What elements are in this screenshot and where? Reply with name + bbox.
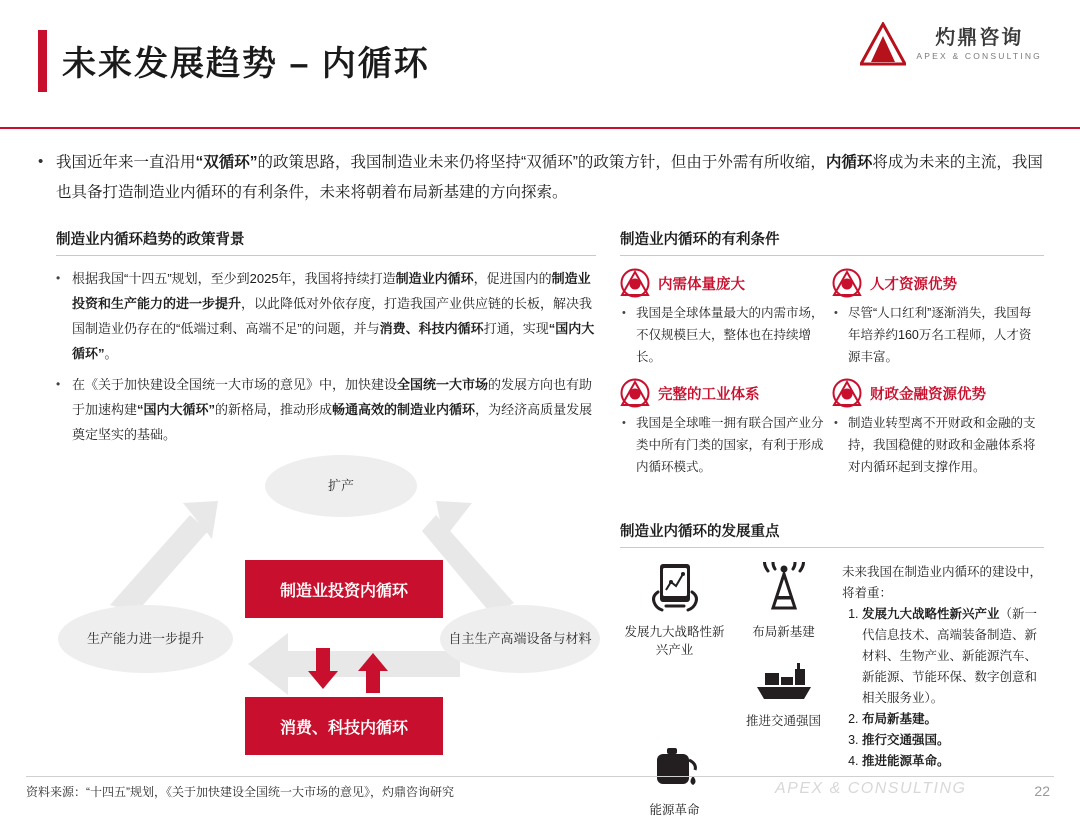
list-item: 1. 发展九大战略性新兴产业（新一代信息技术、高端装备制造、新材料、生物产业、新能源汽车、新能源、节能环保、数字创意和相关服务业）。 xyxy=(862,604,1044,709)
advantage-card xyxy=(620,268,832,368)
focus-icon-item xyxy=(620,562,729,659)
focus-icon-item xyxy=(729,657,838,730)
bullet-marker: • xyxy=(56,377,61,391)
advantage-header xyxy=(620,378,824,408)
focus-icon-caption: 推进交通强国 xyxy=(745,714,821,728)
advantage-body xyxy=(834,302,1036,368)
cargo-ship-icon xyxy=(753,657,815,703)
brand-name-en: APEX & CONSULTING xyxy=(916,50,1042,61)
advantage-header xyxy=(832,268,1036,298)
advantage-text: 我国是全球体量最大的内需市场，不仅规模巨大，整体也在持续增长。 xyxy=(636,306,824,364)
lead-paragraph xyxy=(38,148,1044,208)
brand-logo xyxy=(860,22,1042,66)
list-item: 4. 推进能源革命。 xyxy=(862,751,1044,772)
bullet-marker: • xyxy=(834,417,838,429)
advantage-body xyxy=(622,302,824,368)
advantages-section xyxy=(620,228,1044,488)
footer-divider xyxy=(26,776,1054,777)
advantage-text: 制造业转型离不开财政和金融的支持，我国稳健的财政和金融体系将对内循环起到支撑作用。 xyxy=(848,416,1036,474)
lead-bullet-marker: • xyxy=(38,153,44,170)
focus-icon-caption: 布局新基建 xyxy=(752,625,815,639)
bullet-marker: • xyxy=(56,271,61,285)
brand-text xyxy=(916,27,1042,61)
policy-background-heading: 制造业内循环趋势的政策背景 xyxy=(56,228,596,256)
bullet-text: 根据我国“十四五”规划，至少到2025年，我国将持续打造制造业内循环，促进国内的制造业投资和生产能力的进一步提升，以此降低对外依存度，打造我国产业供应链的长板，解决我国制造业仍存在的“低端过剩、高端不足”的问题，并与消费、科技内循环打通，实现“国内大循环”。 xyxy=(72,271,595,361)
page-title: 未来发展趋势 – 内循环 xyxy=(62,45,430,83)
focus-list xyxy=(842,604,1044,772)
advantage-title: 财政金融资源优势 xyxy=(870,386,986,403)
tablet-chart-icon xyxy=(646,562,704,614)
source-note: 资料来源：“十四五”规划，《关于加快建设全国统一大市场的意见》，灼鼎咨询研究 xyxy=(26,785,454,799)
bullet-marker: • xyxy=(622,307,626,319)
triangle-badge-icon xyxy=(620,378,650,408)
advantages-grid xyxy=(620,268,1044,488)
advantage-body xyxy=(622,412,824,478)
title-accent-bar xyxy=(38,30,47,92)
focus-icon-item xyxy=(729,562,838,641)
bullet-marker: • xyxy=(834,307,838,319)
diagram-box-consumption: 消费、科技内循环 xyxy=(245,697,443,755)
triangle-badge-icon xyxy=(620,268,650,298)
policy-background-section xyxy=(56,228,596,453)
advantage-title: 人才资源优势 xyxy=(870,276,957,293)
diagram-box-investment: 制造业投资内循环 xyxy=(245,560,443,618)
advantage-card xyxy=(832,268,1044,368)
advantage-card xyxy=(620,378,832,478)
triangle-badge-icon xyxy=(832,268,862,298)
advantage-header xyxy=(620,268,824,298)
focus-icon-item xyxy=(620,746,729,819)
focus-intro: 未来我国在制造业内循环的建设中，将着重： xyxy=(842,565,1043,600)
triangle-badge-icon xyxy=(832,378,862,408)
header-divider xyxy=(0,127,1080,129)
diagram-node-expand: 扩产 xyxy=(265,455,417,517)
list-item: 3. 推行交通强国。 xyxy=(862,730,1044,751)
list-item: 2. 布局新基建。 xyxy=(862,709,1044,730)
slide-header xyxy=(0,0,1080,128)
inner-cycle-diagram xyxy=(40,455,610,785)
footer-watermark: APEX & CONSULTING xyxy=(775,780,967,797)
page-number: 22 xyxy=(1034,783,1050,799)
list-item xyxy=(56,372,596,447)
triangle-logo-icon xyxy=(860,22,906,66)
list-item xyxy=(56,266,596,366)
antenna-5g-icon xyxy=(755,562,813,614)
advantage-title: 完整的工业体系 xyxy=(658,386,760,403)
advantage-card xyxy=(832,378,1044,478)
advantage-body xyxy=(834,412,1036,478)
bullet-marker: • xyxy=(622,417,626,429)
policy-background-bullets xyxy=(56,266,596,447)
advantage-header xyxy=(832,378,1036,408)
diagram-node-capacity: 生产能力进一步提升 xyxy=(58,605,233,673)
advantage-title: 内需体量庞大 xyxy=(658,276,745,293)
focus-icon-caption: 能源革命 xyxy=(649,803,700,817)
advantage-text: 我国是全球唯一拥有联合国产业分类中所有门类的国家，有利于形成内循环模式。 xyxy=(636,416,824,474)
oil-drop-icon xyxy=(649,746,701,792)
advantages-heading: 制造业内循环的有利条件 xyxy=(620,228,1044,256)
diagram-node-equipment: 自主生产高端设备与材料 xyxy=(440,605,600,673)
focus-icon-caption: 发展九大战略性新兴产业 xyxy=(624,625,725,657)
development-focus-heading: 制造业内循环的发展重点 xyxy=(620,520,1044,548)
advantage-text: 尽管“人口红利”逐渐消失，我国每年培养约160万名工程师，人才资源丰富。 xyxy=(848,306,1032,364)
brand-name-cn: 灼鼎咨询 xyxy=(935,26,1024,49)
bullet-text: 在《关于加快建设全国统一大市场的意见》中，加快建设全国统一大市场的发展方向也有助于加速构建“国内大循环”的新格局，推动形成畅通高效的制造业内循环，为经济高质量发展奠定坚实的基础。 xyxy=(72,377,593,442)
lead-text: 我国近年来一直沿用“双循环”的政策思路，我国制造业未来仍将坚持“双循环”的政策方针，但由于外需有所收缩，内循环将成为未来的主流，我国也具备打造制造业内循环的有利条件，未来将朝着布局新基建的方向探索。 xyxy=(56,154,1043,201)
